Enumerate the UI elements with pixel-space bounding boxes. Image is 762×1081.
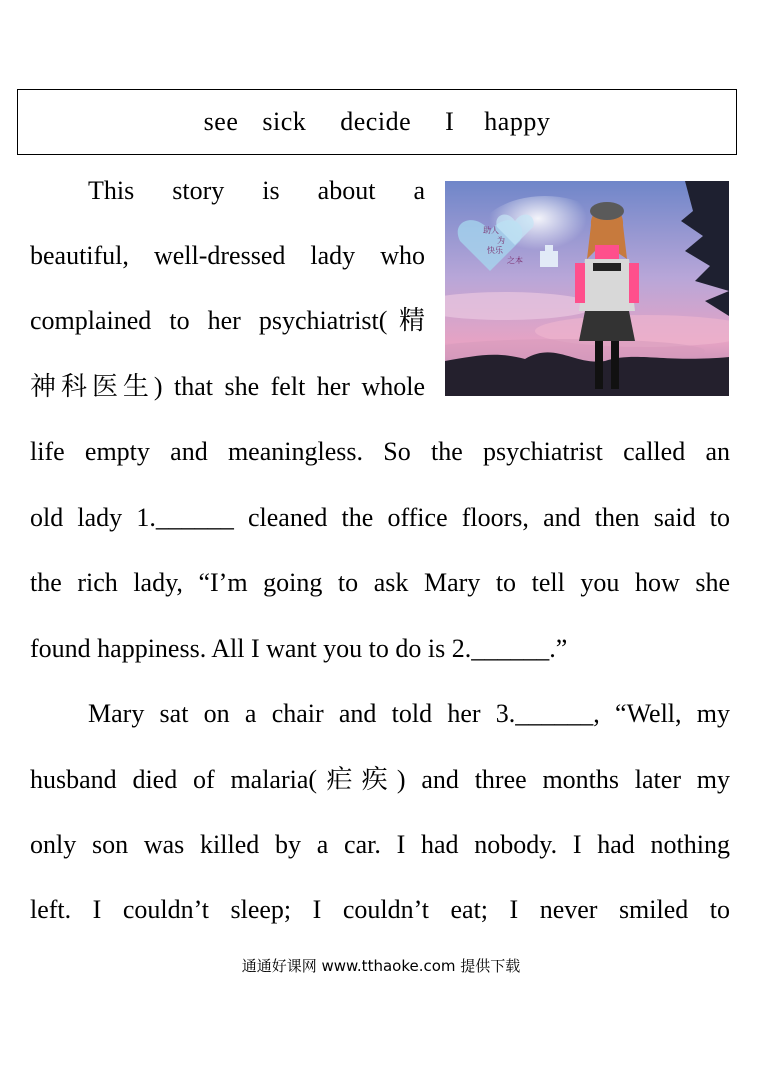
sunset-scene-image bbox=[445, 181, 729, 396]
passage-line: Mary sat on a chair and told her 3.______, “Well, my bbox=[88, 699, 730, 728]
page-footer: 通通好课网 www.tthaoke.com 提供下载 bbox=[241, 957, 521, 975]
passage-line: life empty and meaningless. So the psychiatrist called an bbox=[30, 437, 730, 466]
word-bank-word: sick bbox=[262, 107, 307, 136]
passage-line: This story is about a bbox=[88, 176, 425, 205]
svg-text:为: 为 bbox=[497, 236, 505, 245]
passage-line: the rich lady, “I’m going to ask Mary to tell you how she bbox=[30, 568, 730, 597]
svg-text:之本: 之本 bbox=[507, 256, 523, 265]
passage-line: found happiness. All I want you to do is 2.______.” bbox=[30, 634, 568, 663]
word-bank-word: happy bbox=[484, 107, 551, 136]
svg-text:快乐: 快乐 bbox=[487, 246, 503, 255]
passage-line: 神科医生) that she felt her whole bbox=[30, 372, 425, 401]
word-bank-word: I bbox=[445, 107, 455, 136]
word-bank-word: decide bbox=[340, 107, 412, 136]
passage-line: beautiful, well-dressed lady who bbox=[30, 241, 425, 270]
image-logo-text: 助人 bbox=[483, 226, 499, 235]
passage-line: old lady 1.______ cleaned the office floors, and then said to bbox=[30, 503, 730, 532]
word-bank-word: see bbox=[203, 107, 239, 136]
passage-line: husband died of malaria(疟疾) and three months later my bbox=[30, 765, 730, 794]
passage-line: only son was killed by a car. I had nobody. I had nothing bbox=[30, 830, 730, 859]
passage-line: left. I couldn’t sleep; I couldn’t eat; I never smiled to bbox=[30, 895, 730, 924]
passage-line: complained to her psychiatrist(精 bbox=[30, 306, 425, 335]
word-bank-box bbox=[17, 89, 737, 155]
illustration-girl-at-sunset bbox=[445, 181, 729, 396]
